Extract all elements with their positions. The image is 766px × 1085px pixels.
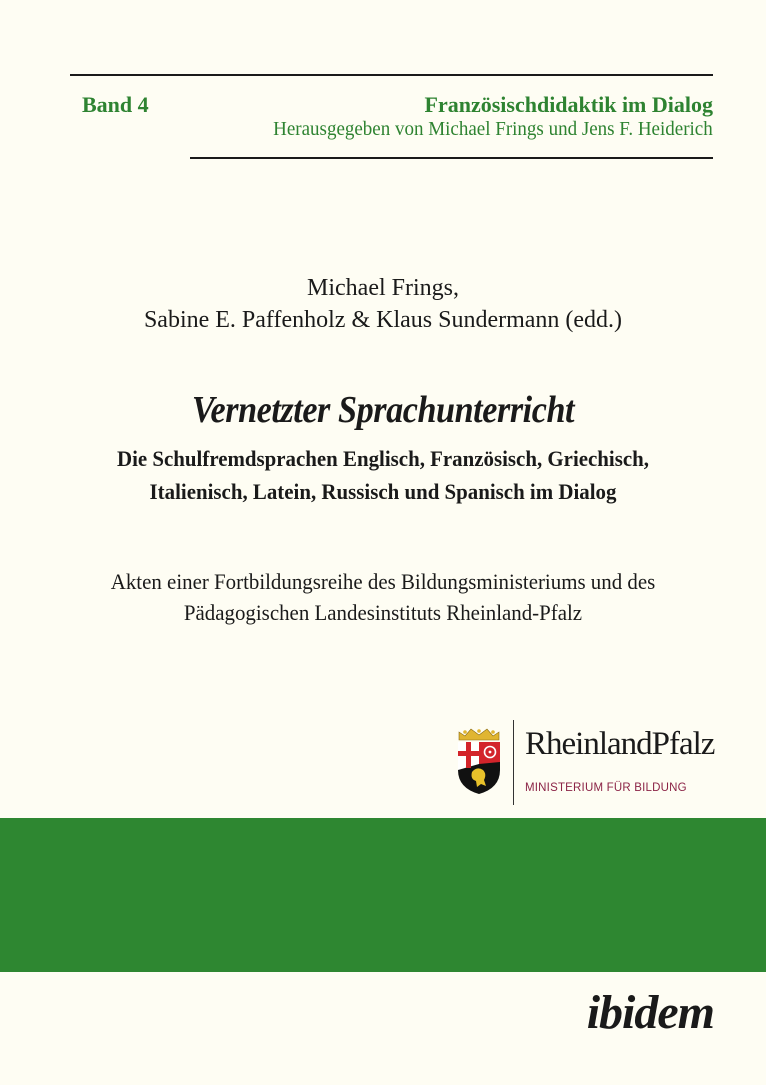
- book-subtitle: [19, 442, 747, 508]
- description-line-2: Pädagogischen Landesinstituts Rheinland-Pfalz: [183, 600, 583, 625]
- publisher-name: ibidem: [586, 986, 714, 1039]
- book-description: [19, 566, 747, 628]
- ministry-logo: [455, 720, 725, 805]
- series-bottom-rule: [190, 157, 713, 159]
- top-rule: [70, 74, 713, 76]
- subtitle-line-2: Italienisch, Latein, Russisch und Spanisch im Dialog: [149, 479, 617, 504]
- description-line-1: Akten einer Fortbildungsreihe des Bildungsministeriums und des: [110, 569, 656, 594]
- state-name: RheinlandPfalz: [525, 726, 715, 762]
- authors-line-2: Sabine E. Paffenholz & Klaus Sundermann (edd.): [143, 307, 623, 333]
- rlp-coat-of-arms-icon: [455, 726, 503, 796]
- ministry-name: MINISTERIUM FÜR BILDUNG: [525, 782, 687, 794]
- book-title: Vernetzter Sprachunterricht: [191, 389, 575, 431]
- green-band: [0, 818, 766, 972]
- series-title: Französischdidaktik im Dialog: [424, 92, 713, 117]
- series-editors: Herausgegeben von Michael Frings und Jens F. Heiderich: [273, 118, 713, 140]
- logo-divider: [513, 720, 514, 805]
- authors: [0, 272, 766, 336]
- authors-line-1: Michael Frings,: [307, 275, 459, 301]
- subtitle-line-1: Die Schulfremdsprachen Englisch, Französisch, Griechisch,: [116, 446, 649, 471]
- volume-label: Band 4: [82, 92, 149, 117]
